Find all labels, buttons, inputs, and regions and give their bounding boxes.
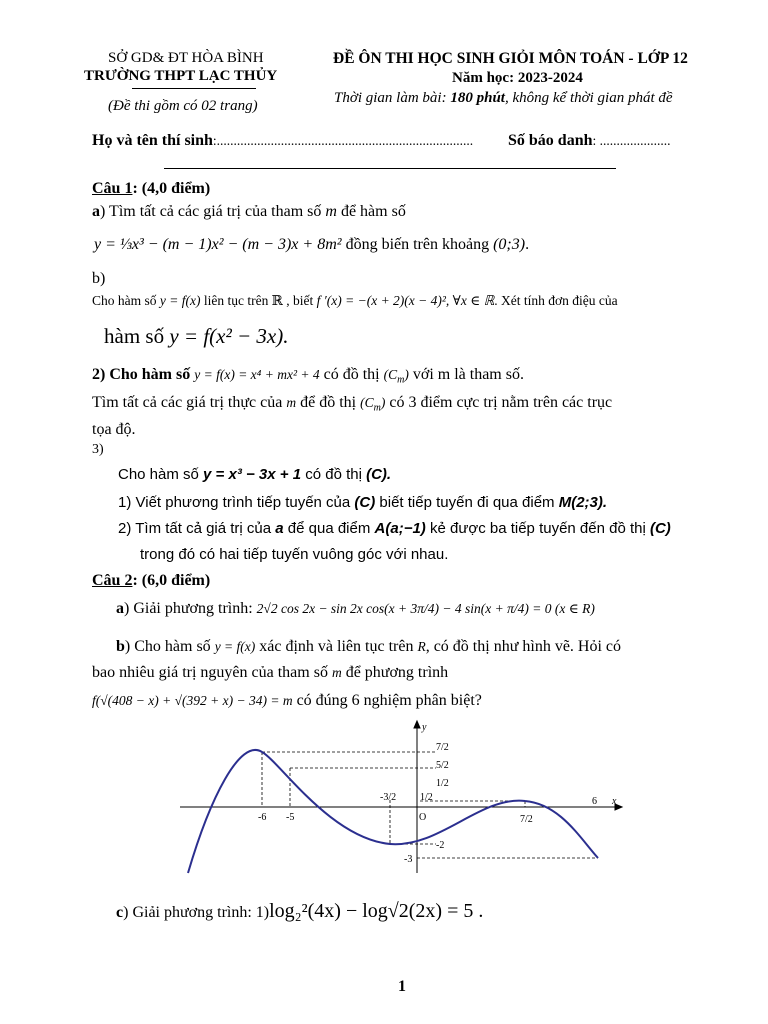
q1-3-line1: Cho hàm số y = x³ − 3x + 1 có đồ thị (C). (118, 466, 392, 483)
school-underline (132, 88, 256, 89)
q1-a-formula: y = ⅓x³ − (m − 1)x² − (m − 3)x + 8m² (94, 236, 342, 253)
q1-2-line2: Tìm tất cả các giá trị thực của m để đồ thị $(C_m)$ có 3 điểm cực trị nằm trên các trục (92, 394, 613, 414)
candidate-name-row (92, 132, 473, 150)
q2-a-formula: 2√2 cos 2x − sin 2x cos(x + 3π/4) − 4 sin(x + π/4) = 0 (x ∈ R) (256, 601, 595, 616)
q1-b-line2: hàm số y = f(x² − 3x). (104, 324, 289, 348)
q1-heading: Câu 1: (4,0 điểm) (92, 180, 211, 197)
x-tick-label: 7/2 (520, 814, 533, 825)
y-axis-label: y (422, 722, 427, 733)
q1-3-line4: trong đó có hai tiếp tuyến vuông góc với nhau. (140, 546, 449, 563)
q1-2-line1: 2) Cho hàm số y = f(x) = x⁴ + mx² + 4 có đồ thị $(C_m)$ với m là tham số. (92, 366, 524, 386)
x-tick-label: -3/2 (380, 792, 397, 803)
q1-a-line1: a) Tìm tất cả các giá trị của tham số m để hàm số (92, 203, 406, 220)
q2-b-line3: f(√(408 − x) + √(392 + x) − 34) = m có đúng 6 nghiệm phân biệt? (92, 692, 482, 709)
q1-a-line2: y = ⅓x³ − (m − 1)x² − (m − 3)x + 8m² đồng biến trên khoảng (0;3). (94, 236, 530, 253)
q2-heading: Câu 2: (6,0 điểm) (92, 572, 211, 589)
q2-c-line: c) Giải phương trình: 1)log₂²(4x) − log√2(2x) = 5 . (116, 900, 484, 922)
q2-b-line2: bao nhiêu giá trị nguyên của tham số m để phương trình (92, 664, 449, 681)
q1-3-label: 3) (92, 442, 104, 457)
y-axis-arrow (414, 721, 420, 728)
q2-c-formula: log₂²(4x) − log√2(2x) = 5 . (269, 900, 484, 922)
candidate-id-dots: : ..................... (592, 133, 671, 148)
candidate-id-label: Số báo danh (508, 132, 593, 149)
x-axis-label: x (612, 796, 617, 807)
graph-dashed-guides (262, 752, 598, 858)
x-tick-label: -5 (286, 812, 295, 823)
y-tick-label: 1/2 (436, 778, 449, 789)
q2-b-formula: f(√(408 − x) + √(392 + x) − 34) = m (92, 693, 293, 708)
y-tick-label: 5/2 (436, 760, 449, 771)
page-count-note: (Đề thi gồm có 02 trang) (108, 98, 258, 114)
x-tick-label: 6 (592, 796, 597, 807)
candidate-id-row (508, 132, 671, 150)
q1-3-line2: 1) Viết phương trình tiếp tuyến của (C) biết tiếp tuyến đi qua điểm M(2;3). (118, 494, 608, 511)
q1-b-line1: Cho hàm số y = f(x) liên tục trên ℝ , biết f ′(x) = −(x + 2)(x − 4)², ∀x ∈ ℝ. Xét tính đơn điệu của (92, 293, 618, 308)
graph-axes (180, 721, 622, 873)
header-separator (164, 168, 616, 169)
function-graph (180, 718, 640, 878)
x-tick-label: 1/2 (420, 792, 433, 803)
candidate-name-label: Họ và tên thí sinh (92, 132, 213, 149)
q1-b-label: b) (92, 270, 106, 287)
page-number: 1 (398, 978, 406, 995)
y-tick-label: -3 (404, 854, 413, 865)
q2-b-line1: b) Cho hàm số y = f(x) xác định và liên tục trên R, có đồ thị như hình vẽ. Hỏi có (116, 638, 622, 655)
exam-duration: Thời gian làm bài: 180 phút, không kể thời gian phát đề (334, 90, 673, 106)
graph-curve (188, 750, 598, 873)
q1-3-line3: 2) Tìm tất cả giá trị của a để qua điểm A(a;−1) kẻ được ba tiếp tuyến đến đồ thị (C) (118, 520, 671, 537)
y-tick-label: 7/2 (436, 742, 449, 753)
q2-a-line: a) Giải phương trình: 2√2 cos 2x − sin 2x cos(x + 3π/4) − 4 sin(x + π/4) = 0 (x ∈ R) (116, 600, 595, 617)
exam-title: ĐỀ ÔN THI HỌC SINH GIỎI MÔN TOÁN - LỚP 12 (333, 50, 688, 67)
x-tick-label: -6 (258, 812, 267, 823)
origin-label: O (419, 812, 427, 823)
school-dept: SỞ GD& ĐT HÒA BÌNH (108, 50, 264, 66)
y-tick-label: -2 (436, 840, 445, 851)
q1-2-line3: tọa độ. (92, 421, 136, 438)
school-year: Năm học: 2023-2024 (452, 70, 583, 86)
candidate-name-dots: :............................................................................ (212, 133, 474, 148)
school-name: TRƯỜNG THPT LẠC THỦY (84, 68, 278, 84)
